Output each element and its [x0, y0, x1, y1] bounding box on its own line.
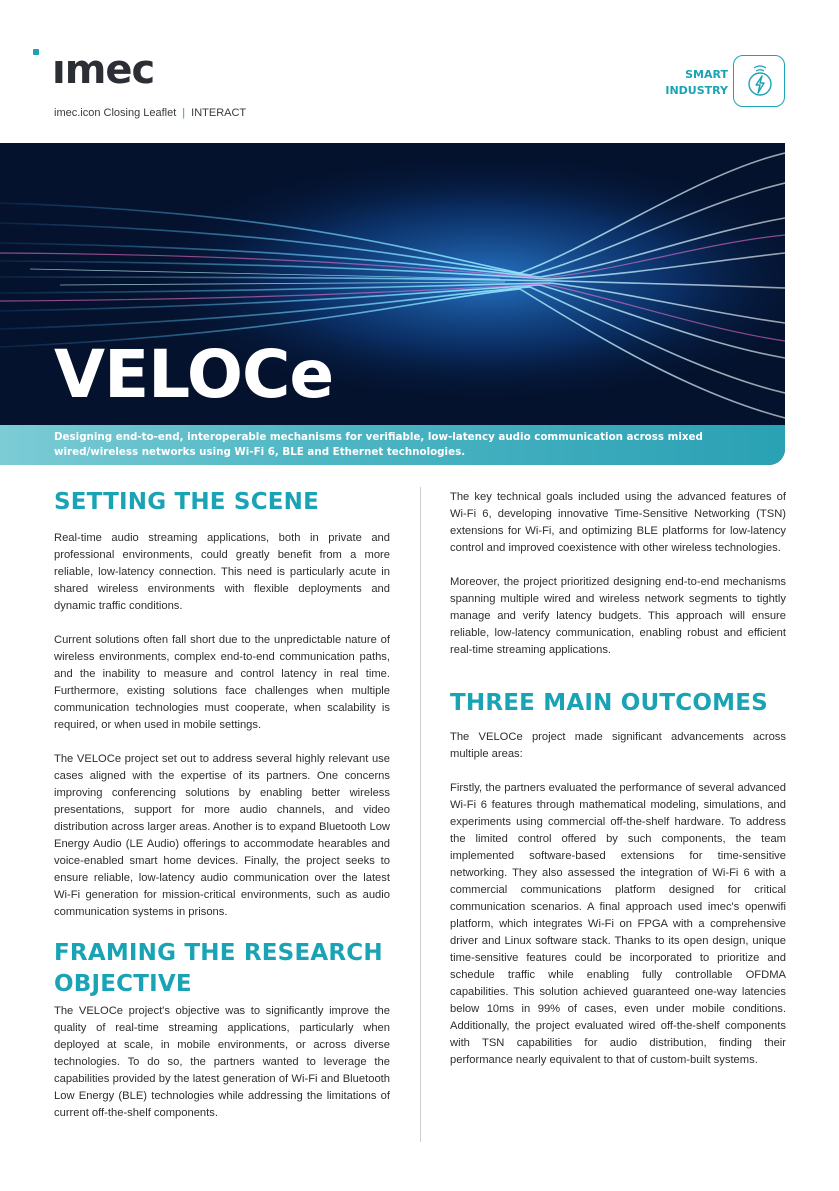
project-title: VELOCe [54, 336, 334, 413]
section-heading-three-main-outcomes: THREE MAIN OUTCOMES [450, 690, 768, 716]
badge-line2: INDUSTRY [665, 84, 728, 97]
column-divider [420, 487, 421, 1142]
heading-line: OBJECTIVE [54, 971, 192, 997]
paragraph: The VELOCe project made significant advancements across multiple areas: [450, 731, 786, 760]
right-column [450, 489, 786, 1069]
paragraph: Moreover, the project prioritized designing end-to-end mechanisms spanning multiple wired and wireless network segments to tightly manage and verify latency budgets. This approach will ensure reliable, low-latency communication, enabling robust and efficient real-time streaming applications. [450, 576, 786, 656]
paragraph: Current solutions often fall short due to the unpredictable nature of wireless environments, complex end-to-end communication paths, and the inability to measure and control latency in real time. Furthermore, existing solutions face challenges when multiple communication technologies must cooperate, when scalability is required, or when used in mobile settings. [54, 634, 390, 731]
smart-industry-badge [733, 55, 785, 107]
paragraph: The VELOCe project's objective was to significantly improve the quality of real-time streaming applications, particularly when deployed at scale, in mobile environments, or across diverse technologies. To do so, the partners wanted to leverage the capabilities provided by the latest generation of Wi-Fi and Bluetooth Low Energy (BLE) technologies while addressing the limitations of current off-the-shelf components. [54, 1005, 390, 1119]
leaflet-subline [54, 107, 246, 119]
imec-logo: ımec [52, 47, 155, 93]
lightning-bolt-icon [734, 56, 786, 108]
paragraph: Firstly, the partners evaluated the performance of several advanced Wi-Fi 6 features through mathematical modeling, simulations, and experiments using commercial off-the-shelf hardware. To address the limited control offered by such components, the team implemented software-based extensions for time-sensitive networking. They also assessed the integration of Wi-Fi 6 with a commercial communications platform designed for critical communication scenarios. A final approach used imec's openwifi platform, which integrates Wi-Fi on FPGA with a comprehensive driver and Linux software stack. Thanks to its open design, unique time-sensitive features could be incorporated to prioritize and schedule traffic while enabling fully controllable OFDMA capabilities. This solution achieved guaranteed one-way latencies below 10ms in 99% of cases, even under mobile conditions. Additionally, the project evaluated wired off-the-shelf components with TSN capabilities for audio distribution, finding their performance nearly equivalent to that of custom-built systems. [450, 782, 786, 1066]
paragraph: The VELOCe project set out to address several highly relevant use cases aligned with the expertise of its partners. One concerns improving conferencing solutions by enabling better wireless presentations, support for more audio channels, and video distribution across larger areas. Another is to expand Bluetooth Low Energy Audio (LE Audio) offerings to accommodate hearables and voice-enabled smart home devices. Finally, the project seeks to ensure reliable, low-latency audio communication over the latest Wi-Fi generation for mission-critical environments, such as audio communication systems in prisons. [54, 753, 390, 918]
badge-line1: SMART [685, 68, 728, 81]
logo-accent-dot [33, 49, 39, 55]
section-heading-setting-the-scene: SETTING THE SCENE [54, 489, 320, 515]
paragraph: The key technical goals included using the advanced features of Wi-Fi 6, developing innovative Time-Sensitive Networking (TSN) extensions for Wi-Fi, and optimizing BLE platforms for low-latency control and improved coexistence with other wireless technologies. [450, 491, 786, 554]
subline-right: INTERACT [191, 107, 247, 119]
left-column [54, 488, 390, 1122]
smart-industry-label [665, 67, 728, 99]
paragraph: Real-time audio streaming applications, both in private and professional environments, could greatly benefit from a more reliable, low-latency connection. This need is particularly acute in shared wireless environments with flexible deployments and dynamic traffic conditions. [54, 532, 390, 612]
section-heading-framing-objective [54, 938, 390, 1000]
project-tagline: Designing end-to-end, interoperable mechanisms for verifiable, low-latency audio communication across mixed wired/wireless networks using Wi-Fi 6, BLE and Ethernet technologies. [54, 431, 703, 458]
heading-line: FRAMING THE RESEARCH [54, 940, 383, 966]
subline-left: imec.icon Closing Leaflet [54, 107, 177, 119]
hero-banner [0, 143, 785, 465]
subline-separator: | [182, 107, 186, 119]
